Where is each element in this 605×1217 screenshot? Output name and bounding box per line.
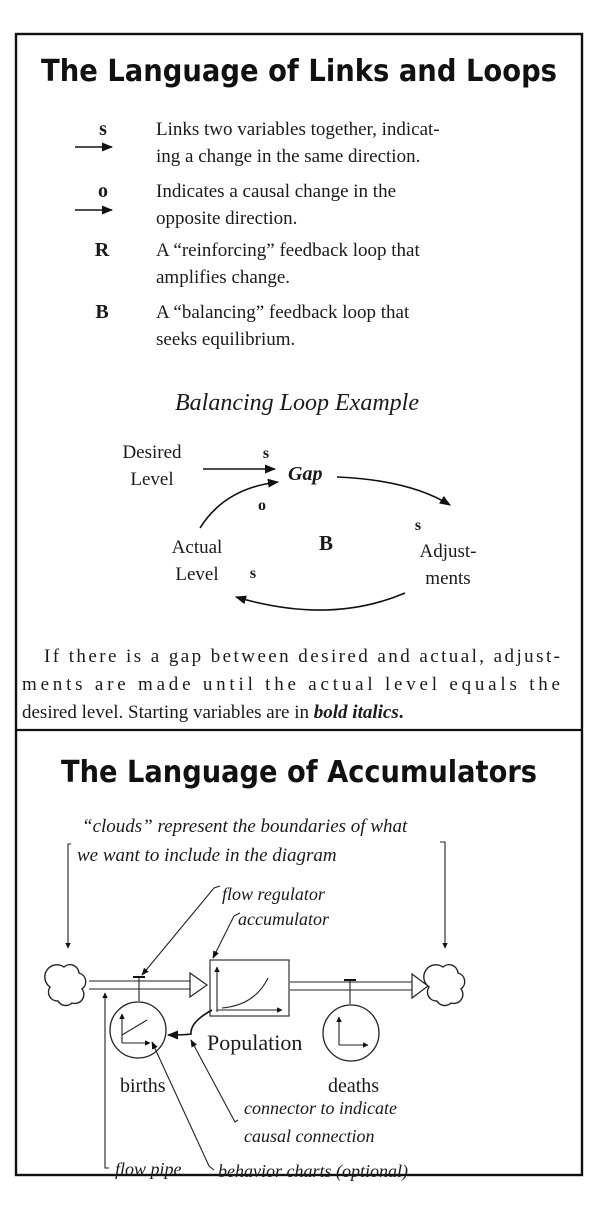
node-actual-level: Actual bbox=[171, 537, 223, 558]
connector-label: causal connection bbox=[244, 1126, 375, 1146]
legend-symbol: B bbox=[95, 301, 109, 323]
legend-item-same bbox=[75, 118, 440, 167]
node-adjustments: Adjust- bbox=[419, 541, 477, 562]
legend bbox=[75, 118, 440, 350]
gap-to-adjustments-arrow bbox=[337, 477, 450, 505]
adjustments-to-actual-arrow bbox=[236, 593, 405, 610]
explanation-paragraph bbox=[22, 646, 560, 723]
legend-text: A “reinforcing” feedback loop that bbox=[156, 240, 420, 261]
legend-item-opposite bbox=[75, 180, 396, 229]
legend-text: A “balancing” feedback loop that bbox=[156, 302, 410, 323]
polarity-label: s bbox=[414, 517, 422, 534]
legend-symbol: s bbox=[99, 118, 107, 140]
legend-text: Indicates a causal change in the bbox=[156, 181, 397, 202]
accumulator-pointer bbox=[213, 913, 240, 958]
legend-symbol: R bbox=[94, 239, 110, 261]
legend-text: seeks equilibrium. bbox=[156, 329, 296, 350]
node-adjustments: ments bbox=[425, 568, 471, 589]
flow-label-births: births bbox=[120, 1075, 166, 1097]
legend-text: amplifies change. bbox=[156, 267, 291, 288]
clouds-label: we want to include in the diagram bbox=[77, 845, 337, 866]
emphasis-text: bold italics bbox=[313, 702, 399, 723]
polarity-label: s bbox=[249, 565, 257, 582]
example-title: Balancing Loop Example bbox=[175, 390, 419, 416]
flow-regulator-pointer bbox=[142, 886, 220, 975]
clouds-label: “clouds” represent the boundaries of what bbox=[82, 816, 408, 837]
node-desired-level: Level bbox=[130, 469, 174, 490]
clouds-pointer-left bbox=[68, 844, 71, 948]
paragraph-line: desired level. Starting variables are in bold italics. bbox=[22, 702, 404, 723]
connector-label: connector to indicate bbox=[244, 1098, 397, 1118]
node-gap: Gap bbox=[288, 463, 323, 485]
polarity-label: o bbox=[258, 497, 266, 514]
sink-cloud-icon bbox=[424, 965, 465, 1006]
causal-connector-arrow bbox=[168, 1010, 212, 1035]
links-loops-section bbox=[22, 54, 560, 723]
loop-type-label: B bbox=[318, 531, 334, 555]
stock-label-population: Population bbox=[207, 1030, 303, 1055]
paragraph-line: ments are made until the actual level equals the bbox=[22, 674, 560, 695]
flow-label-deaths: deaths bbox=[328, 1075, 380, 1097]
links-loops-title: The Language of Links and Loops bbox=[41, 54, 557, 89]
node-desired-level: Desired bbox=[122, 442, 182, 463]
accumulators-title: The Language of Accumulators bbox=[61, 755, 537, 790]
legend-text: ing a change in the same direction. bbox=[156, 146, 421, 167]
clouds-pointer-right bbox=[440, 842, 445, 948]
flow-regulator-label: flow regulator bbox=[222, 884, 325, 904]
outer-frame bbox=[16, 34, 582, 1175]
legend-item-balancing bbox=[95, 301, 410, 350]
accumulators-section bbox=[45, 755, 537, 1182]
legend-symbol: o bbox=[98, 180, 108, 202]
legend-text: Links two variables together, indicat- bbox=[156, 119, 440, 140]
source-cloud-icon bbox=[45, 965, 86, 1006]
balancing-loop-diagram bbox=[122, 442, 476, 610]
inflow-pipe bbox=[89, 973, 207, 1001]
accumulator-stock bbox=[210, 960, 289, 1016]
behavior-charts-pointer bbox=[152, 1042, 214, 1170]
legend-item-reinforcing bbox=[95, 239, 421, 288]
paragraph-line: If there is a gap between desired and actual, adjust- bbox=[44, 646, 561, 667]
deaths-flow-regulator bbox=[323, 1005, 379, 1061]
births-flow-regulator bbox=[110, 1002, 166, 1058]
polarity-label: s bbox=[262, 445, 270, 462]
flow-pipe-label: flow pipe bbox=[115, 1159, 182, 1179]
accumulator-label: accumulator bbox=[238, 909, 329, 929]
node-actual-level: Level bbox=[175, 564, 219, 585]
outflow-pipe bbox=[290, 974, 428, 1004]
behavior-charts-label: behavior charts (optional) bbox=[218, 1161, 408, 1181]
legend-text: opposite direction. bbox=[156, 208, 298, 229]
actual-to-gap-arrow bbox=[200, 482, 278, 528]
flow-pipe-pointer bbox=[105, 993, 109, 1168]
